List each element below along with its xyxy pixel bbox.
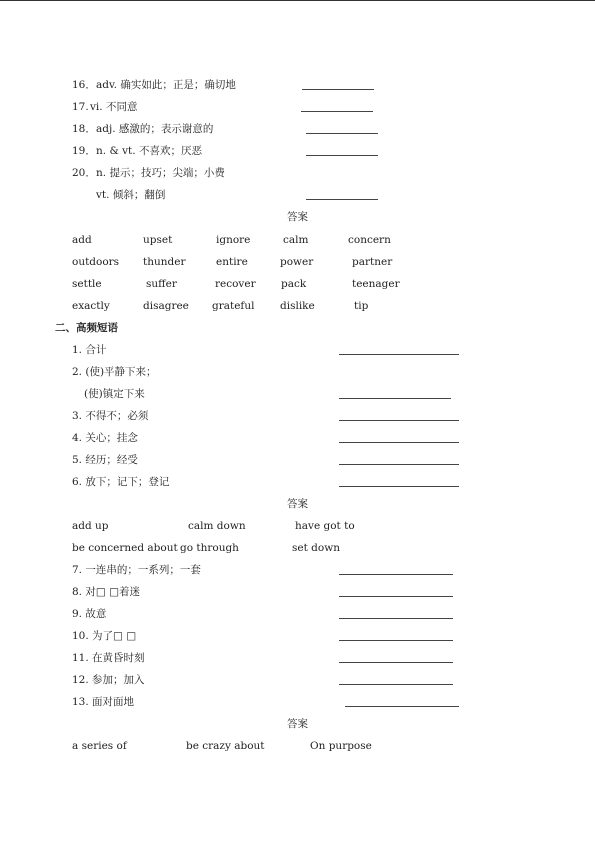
- answer-blank[interactable]: [339, 662, 453, 663]
- answer-blank[interactable]: [339, 596, 453, 597]
- answer-blank[interactable]: [302, 89, 374, 90]
- answer-word: outdoors: [72, 256, 120, 268]
- answer-blank[interactable]: [339, 464, 459, 465]
- answer-blank[interactable]: [306, 155, 378, 156]
- answer-phrase: set down: [292, 542, 340, 554]
- answer-row: [0, 276, 595, 292]
- answer-phrase: a series of: [72, 740, 127, 752]
- answer-blank[interactable]: [339, 684, 453, 685]
- phrase-item-10: [0, 628, 595, 644]
- answer-phrase: On purpose: [310, 740, 372, 752]
- phrase-item-12: [0, 672, 595, 688]
- phrase-item-3: [0, 408, 595, 424]
- answer-blank[interactable]: [339, 354, 459, 355]
- vocab-item-20: [0, 165, 595, 181]
- phrase-text: 3. 不得不；必须: [72, 410, 149, 422]
- answer-word: grateful: [212, 300, 255, 312]
- phrase-item-7: [0, 562, 595, 578]
- phrase-text: 8. 对□ □着迷: [72, 586, 141, 598]
- item-definition: n. 提示；技巧；尖端；小费: [96, 167, 225, 179]
- phrase-item-6: [0, 474, 595, 490]
- vocab-item-18: [0, 121, 595, 137]
- answer-word: add: [72, 234, 92, 246]
- answer-word: power: [280, 256, 314, 268]
- answer-blank[interactable]: [339, 618, 453, 619]
- phrase-text: 9. 故意: [72, 608, 107, 620]
- phrase-item-9: [0, 606, 595, 622]
- answer-word: concern: [348, 234, 391, 246]
- phrase-item-8: [0, 584, 595, 600]
- answer-blank[interactable]: [306, 199, 378, 200]
- answer-blank[interactable]: [339, 640, 453, 641]
- answer-word: thunder: [143, 256, 186, 268]
- answer-row: [0, 254, 595, 270]
- phrase-text: 13. 面对面地: [72, 696, 135, 708]
- answer-phrase: calm down: [188, 520, 246, 532]
- phrase-text: 10. 为了□ □: [72, 630, 137, 642]
- answer-word: calm: [283, 234, 309, 246]
- item-definition: adj. 感激的；表示谢意的: [96, 123, 214, 135]
- answer-blank[interactable]: [339, 574, 453, 575]
- answer-word: upset: [143, 234, 173, 246]
- answer-phrase: go through: [180, 542, 239, 554]
- answer-blank[interactable]: [339, 486, 459, 487]
- answer-word: teenager: [352, 278, 400, 290]
- page-top-border: [0, 0, 595, 1]
- item-number: 19．: [72, 145, 96, 157]
- answer-word: tip: [354, 300, 369, 312]
- item-number: 17.: [72, 101, 89, 113]
- answer-blank[interactable]: [339, 420, 459, 421]
- item-number: 18．: [72, 123, 96, 135]
- answer-row: [0, 232, 595, 248]
- item-definition: adv. 确实如此；正是；确切地: [96, 79, 236, 91]
- section-title: 二、高频短语: [55, 322, 118, 334]
- answer-heading: 答案: [287, 498, 308, 510]
- item-number: 16．: [72, 79, 96, 91]
- answer-row: [0, 518, 595, 534]
- phrase-text: 11. 在黄昏时刻: [72, 652, 145, 664]
- answer-blank[interactable]: [306, 133, 378, 134]
- answer-phrase: be concerned about: [72, 542, 178, 554]
- item-definition: vi. 不同意: [90, 101, 138, 113]
- phrase-text: 1. 合计: [72, 344, 107, 356]
- answer-word: ignore: [216, 234, 251, 246]
- answer-word: exactly: [72, 300, 110, 312]
- phrase-text: 5. 经历；经受: [72, 454, 138, 466]
- answer-word: disagree: [143, 300, 189, 312]
- phrase-text: (使)镇定下来: [84, 388, 145, 400]
- item-definition: vt. 倾斜；翻倒: [96, 189, 166, 201]
- vocab-item-19: [0, 143, 595, 159]
- item-definition: n. & vt. 不喜欢；厌恶: [96, 145, 202, 157]
- phrase-text: 4. 关心；挂念: [72, 432, 138, 444]
- vocab-item-20-line2: [0, 187, 595, 203]
- answer-phrase: have got to: [295, 520, 355, 532]
- phrase-item-2: [0, 364, 595, 380]
- phrase-item-1: [0, 342, 595, 358]
- vocab-item-17: [0, 99, 595, 115]
- phrase-item-13: [0, 694, 595, 710]
- answer-phrase: add up: [72, 520, 109, 532]
- answer-blank[interactable]: [301, 111, 373, 112]
- answer-word: suffer: [146, 278, 177, 290]
- answer-word: recover: [215, 278, 256, 290]
- answer-word: entire: [216, 256, 248, 268]
- phrase-text: 7. 一连串的；一系列；一套: [72, 564, 201, 576]
- phrase-text: 6. 放下；记下；登记: [72, 476, 170, 488]
- item-number: 20．: [72, 167, 96, 179]
- phrase-item-2-line2: [0, 386, 595, 402]
- answer-blank[interactable]: [345, 706, 459, 707]
- answer-word: settle: [72, 278, 102, 290]
- answer-phrase: be crazy about: [186, 740, 265, 752]
- answer-word: partner: [352, 256, 393, 268]
- phrase-text: 2. (使)平静下来；: [72, 366, 157, 378]
- answer-heading: 答案: [287, 211, 308, 223]
- phrase-text: 12. 参加；加入: [72, 674, 145, 686]
- answer-word: pack: [281, 278, 307, 290]
- vocab-item-16: [0, 77, 595, 93]
- answer-blank[interactable]: [339, 442, 459, 443]
- phrase-item-11: [0, 650, 595, 666]
- answer-row: [0, 540, 595, 556]
- phrase-item-4: [0, 430, 595, 446]
- section-heading: [0, 320, 595, 336]
- answer-heading: 答案: [287, 718, 308, 730]
- answer-word: dislike: [280, 300, 315, 312]
- answer-blank[interactable]: [339, 398, 451, 399]
- phrase-item-5: [0, 452, 595, 468]
- answer-row: [0, 298, 595, 314]
- answer-row: [0, 738, 595, 754]
